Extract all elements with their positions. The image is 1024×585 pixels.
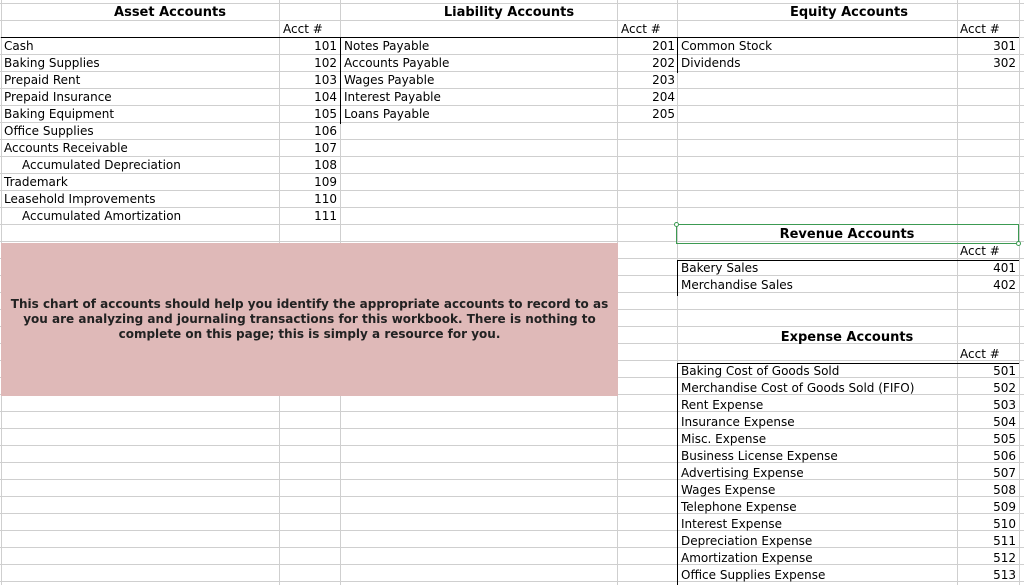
equity-account-name[interactable]: Dividends [681, 56, 741, 70]
expense-account-number[interactable]: 509 [993, 500, 1016, 514]
asset-account-name[interactable]: Baking Equipment [4, 107, 115, 121]
liability-account-name[interactable]: Accounts Payable [344, 56, 450, 70]
expense-account-number[interactable]: 506 [993, 449, 1016, 463]
expense-account-name[interactable]: Baking Cost of Goods Sold [681, 364, 840, 378]
liability-account-number[interactable]: 202 [652, 56, 675, 70]
expense-account-name[interactable]: Merchandise Cost of Goods Sold (FIFO) [681, 381, 915, 395]
expense-account-number[interactable]: 501 [993, 364, 1016, 378]
expense-account-number[interactable]: 512 [993, 551, 1016, 565]
liability-account-name[interactable]: Loans Payable [344, 107, 430, 121]
expense-account-name[interactable]: Interest Expense [681, 517, 782, 531]
revenue-header-underline [677, 260, 1019, 261]
expense-account-number[interactable]: 513 [993, 568, 1016, 582]
equity-names-border [677, 37, 678, 73]
asset-account-name[interactable]: Trademark [4, 175, 68, 189]
revenue-acct-number-header[interactable]: Acct # [960, 244, 1000, 258]
expense-account-number[interactable]: 504 [993, 415, 1016, 429]
asset-account-number[interactable]: 101 [314, 39, 337, 53]
expense-names-border [677, 363, 678, 585]
grid-column-line [1019, 0, 1020, 585]
asset-account-number[interactable]: 108 [314, 158, 337, 172]
liability-names-border [340, 37, 341, 124]
revenue-account-number[interactable]: 401 [993, 261, 1016, 275]
asset-account-name[interactable]: Accumulated Depreciation [22, 158, 181, 172]
liability-account-number[interactable]: 203 [652, 73, 675, 87]
revenue-account-name[interactable]: Merchandise Sales [681, 278, 793, 292]
asset-account-number[interactable]: 105 [314, 107, 337, 121]
expense-account-name[interactable]: Rent Expense [681, 398, 764, 412]
asset-account-name[interactable]: Cash [4, 39, 34, 53]
equity-acct-number-header[interactable]: Acct # [960, 22, 1000, 36]
asset-account-name[interactable]: Accumulated Amortization [22, 209, 182, 223]
equity-account-name[interactable]: Common Stock [681, 39, 773, 53]
expense-account-number[interactable]: 508 [993, 483, 1016, 497]
equity-account-number[interactable]: 301 [993, 39, 1016, 53]
expense-account-number[interactable]: 510 [993, 517, 1016, 531]
expense-account-name[interactable]: Telephone Expense [681, 500, 797, 514]
asset-account-name[interactable]: Baking Supplies [4, 56, 100, 70]
liability-account-name[interactable]: Notes Payable [344, 39, 430, 53]
asset-account-name[interactable]: Leasehold Improvements [4, 192, 156, 206]
liability-acct-number-header[interactable]: Acct # [621, 22, 661, 36]
asset-account-number[interactable]: 106 [314, 124, 337, 138]
expense-account-name[interactable]: Business License Expense [681, 449, 838, 463]
liability-account-name[interactable]: Wages Payable [344, 73, 435, 87]
asset-account-name[interactable]: Prepaid Rent [4, 73, 81, 87]
asset-acct-number-header[interactable]: Acct # [283, 22, 323, 36]
asset-account-number[interactable]: 102 [314, 56, 337, 70]
expense-account-name[interactable]: Office Supplies Expense [681, 568, 826, 582]
asset-account-number[interactable]: 110 [314, 192, 337, 206]
expense-account-name[interactable]: Depreciation Expense [681, 534, 813, 548]
expense-header-underline [677, 363, 1019, 364]
asset-account-number[interactable]: 107 [314, 141, 337, 155]
asset-account-number[interactable]: 109 [314, 175, 337, 189]
liability-accounts-header[interactable]: Liability Accounts [443, 5, 575, 20]
expense-account-number[interactable]: 505 [993, 432, 1016, 446]
liability-account-number[interactable]: 205 [652, 107, 675, 121]
instruction-note-text: This chart of accounts should help you identify the appropriate accounts to record to as you are analyzing and journaling transactions for this workbook. There is nothing to complete on this page; this is simply a resource for you. [10, 297, 609, 341]
asset-account-name[interactable]: Prepaid Insurance [4, 90, 112, 104]
equity-account-number[interactable]: 302 [993, 56, 1016, 70]
revenue-account-number[interactable]: 402 [993, 278, 1016, 292]
asset-account-number[interactable]: 111 [314, 209, 337, 223]
expense-account-name[interactable]: Wages Expense [681, 483, 776, 497]
selection-handle-bottom-right[interactable] [1016, 241, 1021, 246]
liability-account-number[interactable]: 204 [652, 90, 675, 104]
liability-account-name[interactable]: Interest Payable [344, 90, 441, 104]
equity-accounts-header[interactable]: Equity Accounts [790, 5, 908, 20]
expense-account-number[interactable]: 511 [993, 534, 1016, 548]
header-underline [1, 37, 1019, 38]
revenue-accounts-header[interactable]: Revenue Accounts [779, 227, 915, 242]
asset-account-name[interactable]: Accounts Receivable [4, 141, 128, 155]
expense-accounts-header[interactable]: Expense Accounts [780, 330, 914, 345]
instruction-note [1, 243, 618, 396]
revenue-names-border [677, 260, 678, 296]
expense-account-name[interactable]: Amortization Expense [681, 551, 813, 565]
expense-account-name[interactable]: Misc. Expense [681, 432, 767, 446]
expense-account-number[interactable]: 507 [993, 466, 1016, 480]
expense-account-number[interactable]: 503 [993, 398, 1016, 412]
asset-account-number[interactable]: 103 [314, 73, 337, 87]
selection-handle-top-left[interactable] [674, 222, 679, 227]
asset-account-number[interactable]: 104 [314, 90, 337, 104]
expense-account-name[interactable]: Advertising Expense [681, 466, 804, 480]
asset-account-name[interactable]: Office Supplies [4, 124, 94, 138]
liability-account-number[interactable]: 201 [652, 39, 675, 53]
asset-accounts-header[interactable]: Asset Accounts [114, 5, 226, 20]
expense-acct-number-header[interactable]: Acct # [960, 347, 1000, 361]
expense-account-number[interactable]: 502 [993, 381, 1016, 395]
selected-cell-highlight[interactable] [676, 224, 1019, 244]
revenue-account-name[interactable]: Bakery Sales [681, 261, 759, 275]
expense-account-name[interactable]: Insurance Expense [681, 415, 795, 429]
